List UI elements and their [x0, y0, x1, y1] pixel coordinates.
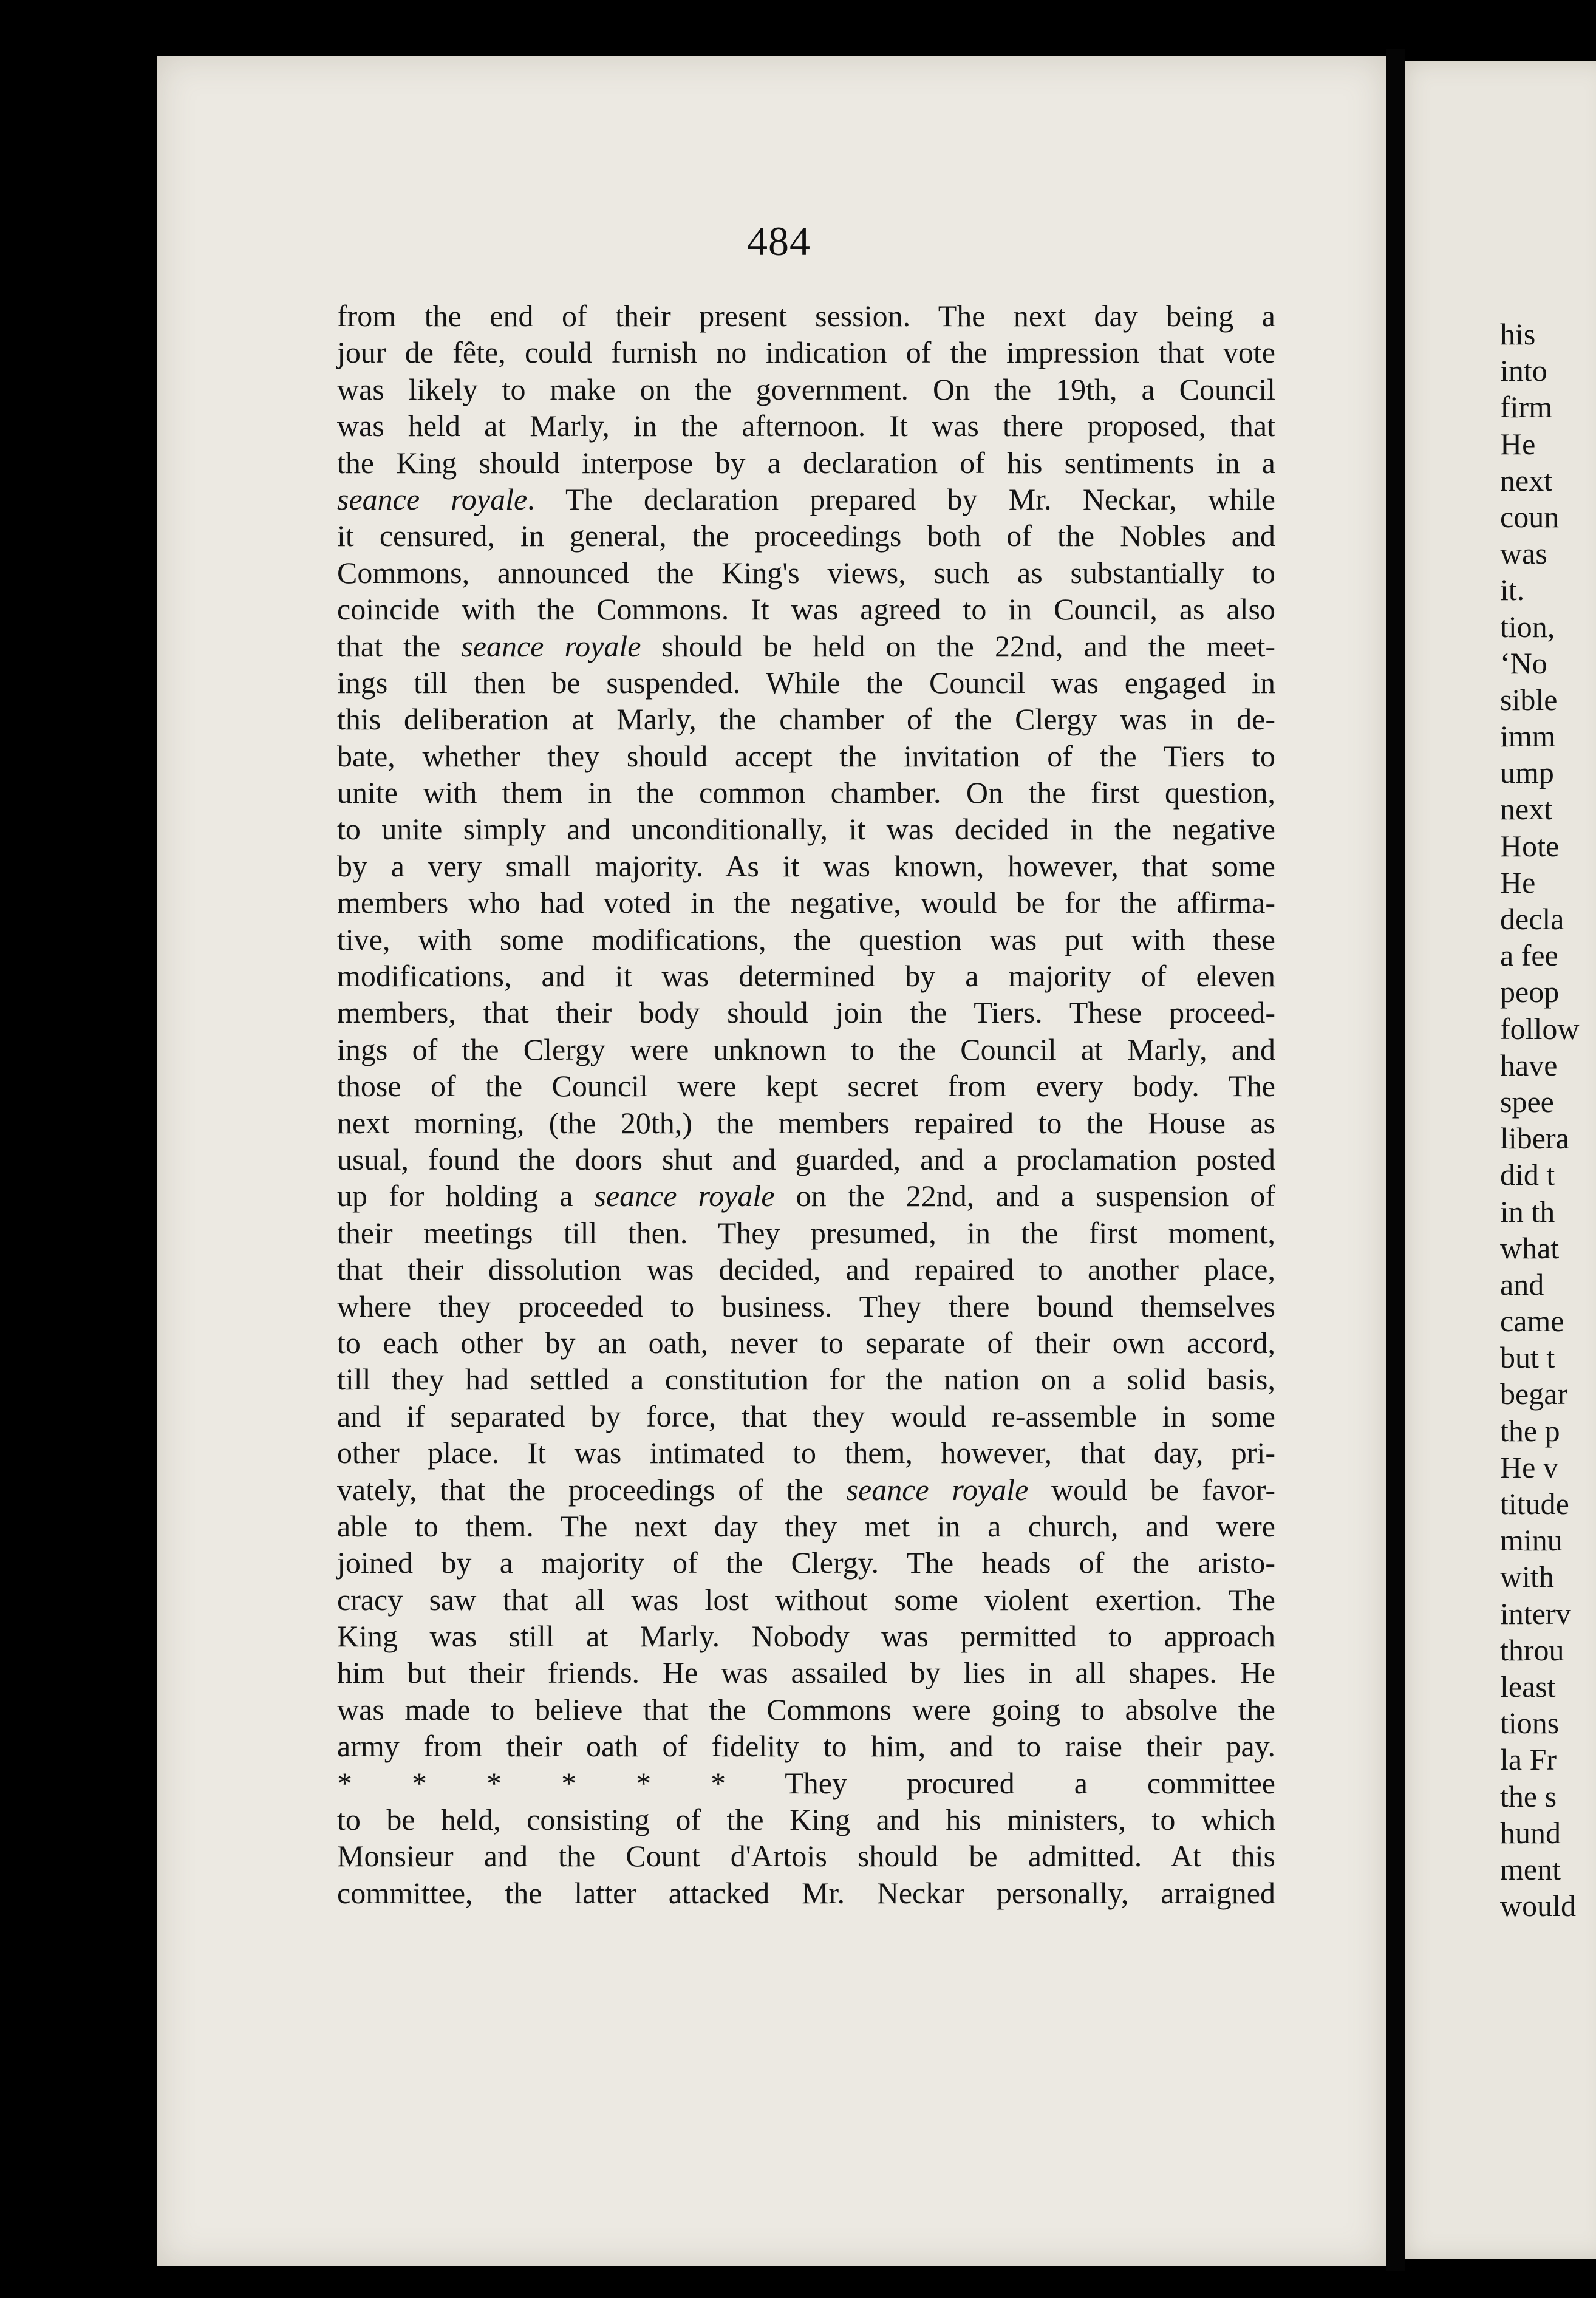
- side-text-line: a fee: [1500, 938, 1558, 973]
- text-line: that their dissolution was decided, and repaired to another place,: [337, 1252, 1275, 1287]
- text-line: bate, whether they should accept the invitation of the Tiers to: [337, 738, 1275, 773]
- side-text-line: He v: [1500, 1450, 1558, 1484]
- text-line: * * * * * * They procured a committee: [337, 1765, 1275, 1800]
- adjacent-page-text: [1500, 316, 1596, 1924]
- text-line: next morning, (the 20th,) the members repaired to the House as: [337, 1105, 1275, 1140]
- text-line: tive, with some modifications, the question was put with these: [337, 922, 1275, 956]
- side-text-line: tions: [1500, 1706, 1560, 1741]
- text-line: army from their oath of fidelity to him, and to raise their pay.: [337, 1729, 1275, 1764]
- side-text-line: begar: [1500, 1377, 1568, 1411]
- side-text-line: follow: [1500, 1011, 1580, 1046]
- text-line: him but their friends. He was assailed by lies in all shapes. He: [337, 1655, 1275, 1690]
- side-text-line: titude: [1500, 1487, 1569, 1521]
- text-line: members, that their body should join the Tiers. These proceed-: [337, 995, 1275, 1030]
- side-text-line: in th: [1500, 1194, 1555, 1229]
- side-text-line: firm: [1500, 390, 1553, 424]
- text-line: till they had settled a constitution for the nation on a solid basis,: [337, 1362, 1275, 1397]
- side-text-line: least: [1500, 1669, 1556, 1703]
- text-line: and if separated by force, that they would re-assemble in some: [337, 1399, 1275, 1433]
- side-text-line: with: [1500, 1560, 1554, 1594]
- side-text-line: decla: [1500, 902, 1564, 936]
- side-text-line: have: [1500, 1048, 1558, 1082]
- side-text-line: ment: [1500, 1852, 1561, 1886]
- text-line: Monsieur and the Count d'Artois should be admitted. At this: [337, 1839, 1275, 1874]
- page-number: 484: [747, 218, 811, 264]
- side-text-line: libera: [1500, 1121, 1569, 1156]
- text-line: their meetings till then. They presumed, in the first moment,: [337, 1215, 1275, 1250]
- side-text-line: next: [1500, 792, 1553, 827]
- text-line: was likely to make on the government. On the 19th, a Council: [337, 372, 1275, 406]
- text-line: was held at Marly, in the afternoon. It was there proposed, that: [337, 409, 1275, 443]
- side-text-line: was: [1500, 536, 1547, 571]
- text-line: vately, that the proceedings of the seance royale would be favor-: [337, 1472, 1275, 1507]
- text-line: to be held, consisting of the King and his ministers, to which: [337, 1802, 1275, 1837]
- text-line: King was still at Marly. Nobody was permitted to approach: [337, 1619, 1275, 1654]
- text-line: ings till then be suspended. While the Council was engaged in: [337, 665, 1275, 700]
- side-text-line: He: [1500, 426, 1536, 461]
- side-text-line: ‘No: [1500, 646, 1547, 680]
- text-line: to unite simply and unconditionally, it was decided in the negative: [337, 812, 1275, 847]
- side-text-line: into: [1500, 353, 1547, 388]
- book-gutter: [1386, 49, 1405, 2271]
- text-line: from the end of their present session. The next day being a: [337, 299, 1275, 333]
- side-text-line: what: [1500, 1230, 1560, 1265]
- text-line: cracy saw that all was lost without some violent exertion. The: [337, 1582, 1275, 1617]
- side-text-line: ump: [1500, 755, 1554, 790]
- text-line: the King should interpose by a declaration of his sentiments in a: [337, 445, 1275, 480]
- text-line: other place. It was intimated to them, however, that day, pri-: [337, 1436, 1275, 1470]
- side-text-line: it.: [1500, 573, 1525, 607]
- text-line: modifications, and it was determined by a majority of eleven: [337, 959, 1275, 994]
- side-text-line: peop: [1500, 975, 1560, 1009]
- side-text-line: next: [1500, 463, 1553, 497]
- text-line: up for holding a seance royale on the 22nd, and a suspension of: [337, 1179, 1276, 1213]
- side-text-line: spee: [1500, 1084, 1554, 1119]
- side-text-line: came: [1500, 1304, 1564, 1338]
- side-text-line: coun: [1500, 499, 1560, 534]
- text-line: where they proceeded to business. They there bound themselves: [337, 1289, 1275, 1323]
- side-text-line: imm: [1500, 719, 1556, 754]
- text-line: coincide with the Commons. It was agreed to in Council, as also: [337, 592, 1275, 627]
- side-text-line: tion,: [1500, 609, 1555, 644]
- side-text-line: his: [1500, 317, 1536, 351]
- text-line: able to them. The next day they met in a church, and were: [337, 1509, 1275, 1543]
- main-body-text: [337, 298, 1275, 1911]
- side-text-line: Hote: [1500, 828, 1560, 863]
- side-text-line: the p: [1500, 1413, 1560, 1448]
- side-text-line: la Fr: [1500, 1742, 1557, 1777]
- text-line: it censured, in general, the proceedings both of the Nobles and: [337, 519, 1275, 553]
- side-text-line: minu: [1500, 1523, 1563, 1558]
- side-text-line: sible: [1500, 682, 1558, 717]
- text-line: committee, the latter attacked Mr. Neckar personally, arraigned: [337, 1875, 1275, 1910]
- side-text-line: throu: [1500, 1632, 1564, 1667]
- side-text-line: hund: [1500, 1815, 1561, 1850]
- text-line: jour de fête, could furnish no indication of the impression that vote: [337, 335, 1275, 370]
- text-line: by a very small majority. As it was known, however, that some: [337, 848, 1275, 883]
- side-text-line: the s: [1500, 1779, 1557, 1813]
- text-line: unite with them in the common chamber. On the first question,: [337, 776, 1275, 810]
- side-text-line: would: [1500, 1889, 1576, 1923]
- text-line: to each other by an oath, never to separate of their own accord,: [337, 1325, 1275, 1360]
- text-line: usual, found the doors shut and guarded, and a proclamation posted: [337, 1142, 1275, 1176]
- side-text-line: He: [1500, 865, 1536, 899]
- text-line: members who had voted in the negative, would be for the affirma-: [337, 885, 1275, 920]
- text-line: that the seance royale should be held on the 22nd, and the meet-: [337, 629, 1275, 663]
- text-line: those of the Council were kept secret from every body. The: [337, 1069, 1275, 1103]
- text-line: Commons, announced the King's views, such as substantially to: [337, 555, 1275, 590]
- text-line: seance royale. The declaration prepared by Mr. Neckar, while: [337, 482, 1275, 516]
- side-text-line: and: [1500, 1267, 1544, 1301]
- side-text-line: but t: [1500, 1340, 1555, 1375]
- text-line: this deliberation at Marly, the chamber of the Clergy was in de-: [337, 702, 1275, 737]
- side-text-line: did t: [1500, 1158, 1555, 1192]
- text-line: joined by a majority of the Clergy. The heads of the aristo-: [337, 1546, 1275, 1580]
- text-line: was made to believe that the Commons were going to absolve the: [337, 1692, 1275, 1727]
- side-text-line: interv: [1500, 1596, 1571, 1631]
- text-line: ings of the Clergy were unknown to the Council at Marly, and: [337, 1032, 1275, 1066]
